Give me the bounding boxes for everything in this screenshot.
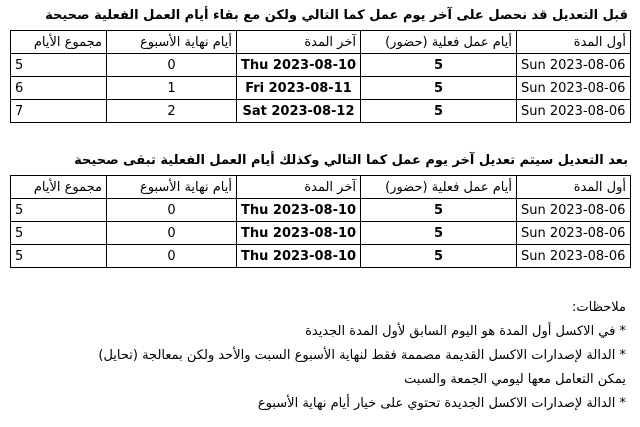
header-total-days: مجموع الأيام: [11, 176, 107, 199]
cell-weekend-days: 0: [107, 245, 237, 268]
header-actual-days: أيام عمل فعلية (حضور): [361, 176, 517, 199]
cell-total-days: 5: [11, 222, 107, 245]
note-line: * الدالة لإصدارات الاكسل الجديدة تحتوي على خيار أيام نهاية الأسبوع: [257, 396, 626, 411]
cell-actual-days: 5: [361, 245, 517, 268]
table-header-row: [11, 176, 631, 199]
header-actual-days: أيام عمل فعلية (حضور): [361, 31, 517, 54]
notes-section: [14, 296, 626, 416]
cell-last-date: Sat 2023-08-12: [237, 100, 361, 123]
cell-last-date: Thu 2023-08-10: [237, 54, 361, 77]
table-row: [11, 245, 631, 268]
table-before-caption: قبل التعديل قد نحصل على آخر يوم عمل كما التالي ولكن مع بقاء أيام العمل الفعلية صحيحة: [45, 8, 628, 23]
cell-total-days: 5: [11, 54, 107, 77]
note-line: * في الاكسل أول المدة هو اليوم السابق لأول المدة الجديدة: [305, 324, 626, 339]
table-row: [11, 77, 631, 100]
cell-actual-days: 5: [361, 77, 517, 100]
table-row: [11, 100, 631, 123]
cell-first-date: Sun 2023-08-06: [517, 245, 631, 268]
cell-total-days: 5: [11, 245, 107, 268]
cell-first-date: Sun 2023-08-06: [517, 199, 631, 222]
cell-first-date: Sun 2023-08-06: [517, 77, 631, 100]
cell-total-days: 6: [11, 77, 107, 100]
cell-weekend-days: 1: [107, 77, 237, 100]
cell-weekend-days: 2: [107, 100, 237, 123]
cell-last-date: Thu 2023-08-10: [237, 222, 361, 245]
table-row: [11, 222, 631, 245]
cell-total-days: 5: [11, 199, 107, 222]
cell-weekend-days: 0: [107, 199, 237, 222]
header-first-date: أول المدة: [517, 31, 631, 54]
header-last-date: آخر المدة: [237, 31, 361, 54]
cell-first-date: Sun 2023-08-06: [517, 100, 631, 123]
cell-last-date: Thu 2023-08-10: [237, 245, 361, 268]
cell-actual-days: 5: [361, 222, 517, 245]
note-line: * الدالة لإصدارات الاكسل القديمة مصممة فقط لنهاية الأسبوع السبت والأحد ولكن بمعالجة (تحايل): [98, 348, 626, 363]
notes-title: ملاحظات:: [572, 300, 626, 315]
cell-first-date: Sun 2023-08-06: [517, 222, 631, 245]
header-weekend-days: أيام نهاية الأسبوع: [107, 31, 237, 54]
cell-last-date: Thu 2023-08-10: [237, 199, 361, 222]
header-last-date: آخر المدة: [237, 176, 361, 199]
table-row: [11, 199, 631, 222]
table-header-row: [11, 31, 631, 54]
header-total-days: مجموع الأيام: [11, 31, 107, 54]
table-after: [10, 175, 631, 268]
table-after-caption: بعد التعديل سيتم تعديل آخر يوم عمل كما التالي وكذلك أيام العمل الفعلية تبقى صحيحة: [74, 153, 628, 168]
cell-total-days: 7: [11, 100, 107, 123]
cell-weekend-days: 0: [107, 222, 237, 245]
cell-last-date: Fri 2023-08-11: [237, 77, 361, 100]
cell-first-date: Sun 2023-08-06: [517, 54, 631, 77]
cell-actual-days: 5: [361, 100, 517, 123]
table-before: [10, 30, 631, 123]
header-first-date: أول المدة: [517, 176, 631, 199]
header-weekend-days: أيام نهاية الأسبوع: [107, 176, 237, 199]
table-row: [11, 54, 631, 77]
cell-actual-days: 5: [361, 54, 517, 77]
note-line: يمكن التعامل معها ليومي الجمعة والسبت: [404, 372, 626, 387]
cell-weekend-days: 0: [107, 54, 237, 77]
cell-actual-days: 5: [361, 199, 517, 222]
